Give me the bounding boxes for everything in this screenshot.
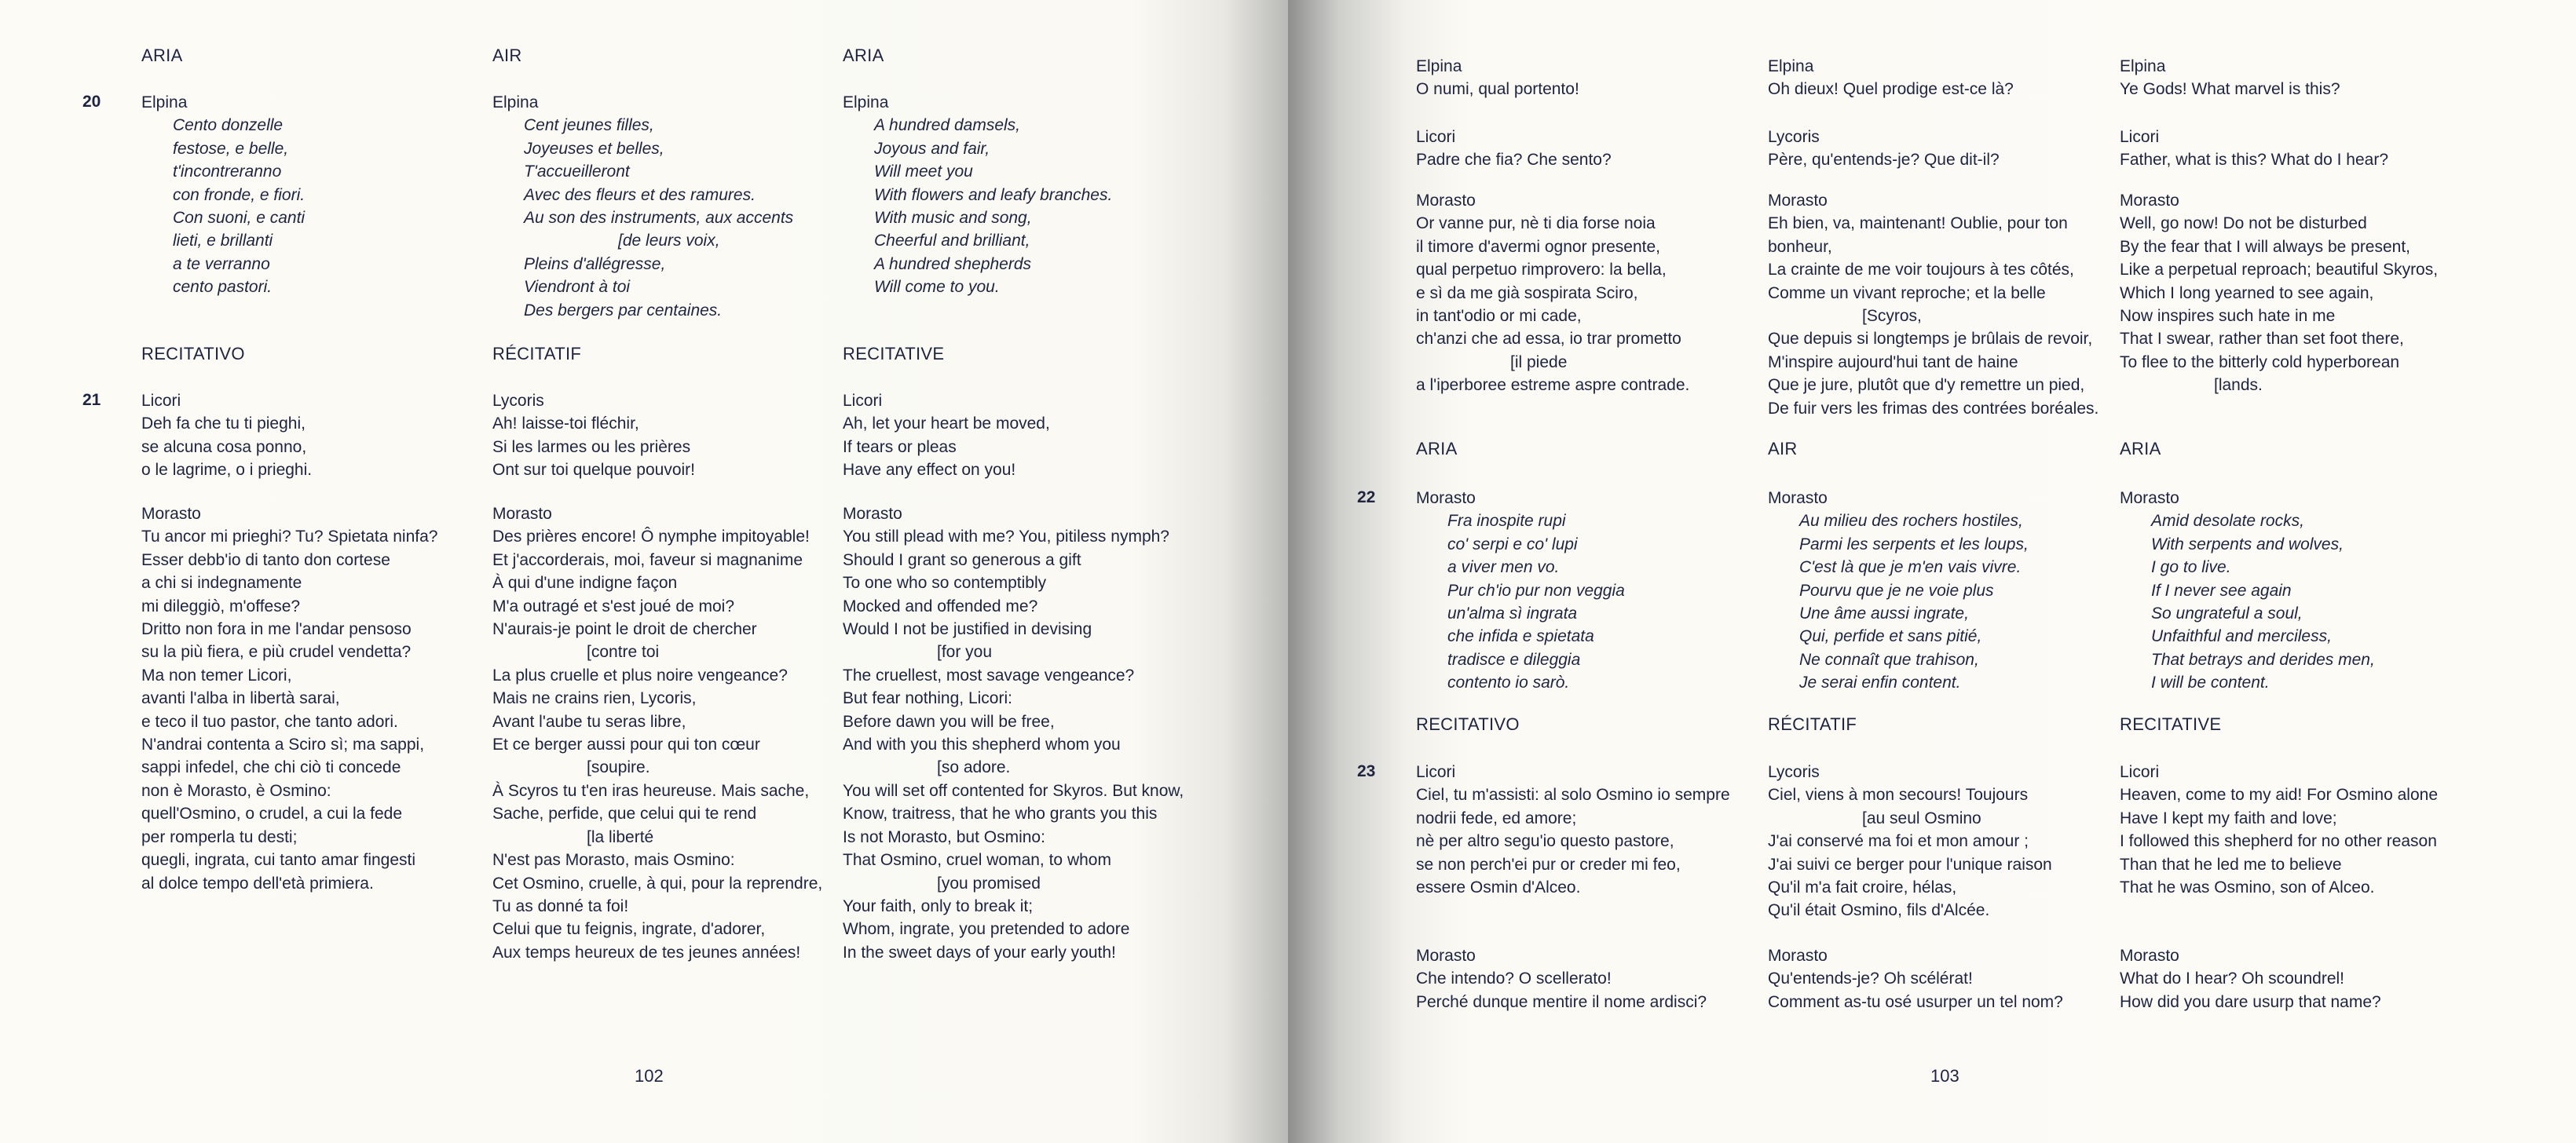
block-en (843, 502, 1184, 964)
text-line: [so adore. (937, 758, 1011, 777)
section-header-fr: RÉCITATIF (1768, 714, 1857, 734)
text-line: You will set off contented for Skyros. But know, (843, 781, 1184, 800)
verse-en (2120, 509, 2375, 694)
number-23: 23 (1357, 762, 1376, 780)
text-line: Will meet you (874, 163, 973, 181)
text-line: That Osmino, cruel woman, to whom (843, 851, 1111, 870)
text-line: Cheerful and brilliant, (874, 232, 1030, 250)
text-line: Cent jeunes filles, (524, 116, 654, 135)
text-line: O numi, qual portento! (1416, 80, 1579, 99)
section-header-fr: RÉCITATIF (492, 344, 582, 363)
text-line: N'aurais-je point le droit de chercher (492, 620, 757, 639)
text-line: Mocked and offended me? (843, 597, 1038, 615)
text-line: How did you dare usurp that name? (2120, 992, 2381, 1011)
text-line: al dolce tempo dell'età primiera. (141, 874, 374, 893)
text-line: Whom, ingrate, you pretended to adore (843, 920, 1130, 939)
text-line: M'inspire aujourd'hui tant de haine (1768, 352, 2018, 371)
text-fr (1768, 148, 2000, 171)
character-name: Elpina (2120, 57, 2166, 75)
character-name: Lycoris (1768, 128, 1820, 146)
character-name: Morasto (1768, 192, 1828, 210)
character-name: Licori (1416, 128, 1456, 146)
character-name: Elpina (1768, 57, 1814, 75)
text-line: il timore d'avermi ognor presente, (1416, 237, 1660, 256)
character-name: Morasto (492, 505, 552, 523)
text-line: Ne connaît que trahison, (1799, 650, 1979, 669)
text-line: By the fear that I will always be present, (2120, 237, 2411, 256)
text-line: Joyeuses et belles, (524, 139, 664, 158)
text-line: Pur ch'io pur non veggia (1447, 581, 1625, 600)
text-line: o le lagrime, o i prieghi. (141, 461, 313, 480)
text-it (1416, 783, 1730, 899)
text-line: Cet Osmino, cruelle, à qui, pour la reprendre, (492, 874, 823, 893)
text-line: [de leurs voix, (618, 232, 720, 250)
text-line: A hundred damsels, (874, 116, 1020, 135)
text-line: Je serai enfin content. (1799, 674, 1961, 692)
text-line: cento pastori. (173, 278, 273, 297)
block-it (1416, 944, 1707, 1013)
verse-it (1416, 509, 1625, 694)
text-line: Ciel, viens à mon secours! Toujours (1768, 786, 2029, 805)
text-line: Or vanne pur, nè ti dia forse noia (1416, 214, 1656, 233)
text-line: Unfaithful and merciless, (2151, 627, 2332, 646)
text-line: With music and song, (874, 209, 1032, 228)
text-line: Con suoni, e canti (173, 209, 306, 228)
text-line: quell'Osmino, o crudel, a cui la fede (141, 805, 403, 823)
block-fr (1768, 189, 2098, 420)
text-line: [Scyros, (1862, 307, 1922, 326)
text-line: What do I hear? Oh scoundrel! (2120, 970, 2344, 988)
text-line: Have I kept my faith and love; (2120, 809, 2337, 827)
text-en (2120, 148, 2388, 171)
text-line: With flowers and leafy branches. (874, 185, 1113, 204)
text-line: Than that he led me to believe (2120, 855, 2342, 874)
text-line: a chi si indegnamente (141, 574, 302, 593)
text-fr (1768, 783, 2052, 922)
text-line: a te verranno (173, 254, 270, 273)
block-fr (1768, 126, 2000, 172)
block-fr (1768, 761, 2052, 922)
block-it (1416, 126, 1612, 172)
text-line: Pleins d'allégresse, (524, 254, 666, 273)
character-name: Morasto (2120, 947, 2179, 965)
text-fr (492, 412, 695, 481)
text-line: Ah! laisse-toi fléchir, (492, 414, 639, 433)
text-line: And with you this shepherd whom you (843, 736, 1121, 754)
character-name: Licori (1416, 763, 1456, 781)
text-line: essere Osmin d'Alceo. (1416, 878, 1581, 897)
character-name: Morasto (2120, 489, 2179, 507)
text-line: Ye Gods! What marvel is this? (2120, 80, 2340, 99)
text-line: But fear nothing, Licori: (843, 689, 1012, 708)
text-line: I go to live. (2151, 558, 2231, 577)
text-line: Sache, perfide, que celui qui te rend (492, 805, 757, 823)
block-fr (1768, 944, 2063, 1013)
block-it (1416, 189, 1689, 397)
text-line: contento io sarò. (1447, 674, 1570, 692)
text-line: Celui que tu feignis, ingrate, d'adorer, (492, 920, 766, 939)
text-line: su la più fiera, e più crudel vendetta? (141, 643, 412, 662)
text-line: Parmi les serpents et les loups, (1799, 535, 2029, 553)
text-line: quegli, ingrata, cui tanto amar fingesti (141, 851, 416, 870)
text-line: a l'iperboree estreme aspre contrade. (1416, 376, 1690, 395)
text-line: La plus cruelle et plus noire vengeance? (492, 666, 788, 685)
text-line: Ma non temer Licori, (141, 666, 292, 685)
text-line: Comme un vivant reproche; et la belle (1768, 283, 2046, 302)
text-line: [au seul Osmino (1862, 809, 1981, 827)
text-line: J'ai conservé ma foi et mon amour ; (1768, 832, 2029, 851)
text-line: Cento donzelle (173, 116, 284, 135)
verse-en (843, 114, 1112, 298)
text-line: e teco il tuo pastor, che tanto adori. (141, 712, 398, 731)
character-name: Elpina (843, 93, 889, 111)
text-line: That I swear, rather than set foot there, (2120, 330, 2404, 349)
section-header-en: RECITATIVE (843, 344, 945, 363)
character-name: Lycoris (1768, 763, 1820, 781)
text-line: sappi infedel, che chi ciò ti concede (141, 758, 401, 777)
block-en (2120, 944, 2381, 1013)
text-line: co' serpi e co' lupi (1447, 535, 1578, 553)
character-name: Morasto (1416, 192, 1476, 210)
text-line: [la liberté (587, 827, 654, 846)
text-line: Have any effect on you! (843, 461, 1016, 480)
text-line: C'est là que je m'en vais vivre. (1799, 558, 2022, 577)
block-fr (492, 389, 695, 482)
block-en (2120, 487, 2375, 695)
text-line: N'est pas Morasto, mais Osmino: (492, 851, 735, 870)
text-line: A hundred shepherds (874, 254, 1032, 273)
text-en (2120, 212, 2438, 396)
text-fr (1768, 967, 2063, 1013)
verse-fr (492, 114, 793, 322)
text-line: Che intendo? O scellerato! (1416, 970, 1612, 988)
text-line: Which I long yearned to see again, (2120, 283, 2374, 302)
text-line: Que je jure, plutôt que d'y remettre un pied, (1768, 376, 2085, 395)
text-line: Padre che fia? Che sento? (1416, 151, 1612, 170)
block-it (1416, 55, 1579, 101)
text-fr (492, 525, 822, 964)
text-line: Qu'il m'a fait croire, hélas, (1768, 878, 1957, 897)
text-line: Father, what is this? What do I hear? (2120, 151, 2389, 170)
text-line: Joyous and fair, (874, 139, 990, 158)
text-line: se alcuna cosa ponno, (141, 437, 307, 456)
text-en (2120, 967, 2381, 1013)
text-line: You still plead with me? You, pitiless nymph? (843, 528, 1169, 546)
block-en (843, 91, 1112, 299)
character-name: Elpina (141, 93, 188, 111)
text-line: [soupire. (587, 758, 650, 777)
text-it (1416, 967, 1707, 1013)
text-line: Si les larmes ou les prières (492, 437, 691, 456)
text-line: Des prières encore! Ô nymphe impitoyable! (492, 528, 810, 546)
section-header-en: ARIA (2120, 439, 2161, 458)
text-line: t'incontreranno (173, 163, 282, 181)
text-line: J'ai suivi ce berger pour l'unique raison (1768, 855, 2052, 874)
text-line: Is not Morasto, but Osmino: (843, 827, 1045, 846)
section-header-it: ARIA (141, 46, 183, 65)
text-line: [you promised (937, 874, 1041, 893)
text-line: qual perpetuo rimprovero: la bella, (1416, 261, 1667, 279)
text-line: Ciel, tu m'assisti: al solo Osmino io sempre (1416, 786, 1730, 805)
text-line: Fra inospite rupi (1447, 512, 1566, 531)
text-line: [lands. (2214, 376, 2263, 395)
text-line: Esser debb'io di tanto don cortese (141, 550, 390, 569)
block-it (141, 502, 437, 895)
text-en (843, 525, 1184, 964)
text-line: ch'anzi che ad essa, io trar prometto (1416, 330, 1681, 349)
block-en (2120, 761, 2438, 899)
text-line: Que depuis si longtemps je brûlais de revoir, (1768, 330, 2093, 349)
text-line: Would I not be justified in devising (843, 620, 1092, 639)
text-line: That betrays and derides men, (2151, 650, 2375, 669)
text-line: Tu ancor mi prieghi? Tu? Spietata ninfa? (141, 528, 438, 546)
character-name: Elpina (492, 93, 539, 111)
character-name: Morasto (1416, 947, 1476, 965)
text-line: Heaven, come to my aid! For Osmino alone (2120, 786, 2439, 805)
text-line: The cruellest, most savage vengeance? (843, 666, 1135, 685)
block-en (2120, 55, 2340, 101)
text-line: Au son des instruments, aux accents (524, 209, 794, 228)
text-line: De fuir vers les frimas des contrées boréales. (1768, 399, 2099, 418)
text-line: If I never see again (2151, 581, 2292, 600)
text-line: [contre toi (587, 643, 660, 662)
text-line: Qui, perfide et sans pitié, (1799, 627, 1982, 646)
text-line: un'alma sì ingrata (1447, 604, 1578, 623)
block-fr (492, 502, 822, 964)
block-it (141, 91, 305, 299)
text-line: Now inspires such hate in me (2120, 307, 2336, 326)
text-line: Aux temps heureux de tes jeunes années! (492, 943, 801, 962)
text-line: Amid desolate rocks, (2151, 512, 2304, 531)
text-line: Qu'entends-je? Oh scélérat! (1768, 970, 1973, 988)
text-line: That he was Osmino, son of Alceo. (2120, 878, 2375, 897)
text-line: À qui d'une indigne façon (492, 574, 678, 593)
text-fr (1768, 212, 2098, 420)
text-line: Viendront à toi (524, 278, 631, 297)
text-line: a viver men vo. (1447, 558, 1560, 577)
character-name: Morasto (1416, 489, 1476, 507)
block-fr (492, 91, 793, 322)
page-number: 103 (1930, 1066, 1959, 1086)
text-fr (1768, 78, 2014, 100)
character-name: Lycoris (492, 392, 544, 410)
text-line: Know, traitress, that he who grants you this (843, 805, 1158, 823)
character-name: Licori (2120, 763, 2160, 781)
text-line: Your faith, only to break it; (843, 897, 1034, 915)
text-line: T'accueilleront (524, 163, 630, 181)
text-en (2120, 78, 2340, 100)
block-it (141, 389, 312, 482)
text-it (1416, 212, 1689, 396)
number-22: 22 (1357, 488, 1376, 506)
page-number: 102 (635, 1066, 664, 1086)
text-line: La crainte de me voir toujours à tes côtés, (1768, 261, 2074, 279)
text-line: Deh fa che tu ti pieghi, (141, 414, 306, 433)
text-line: Dritto non fora in me l'andar pensoso (141, 620, 412, 639)
text-it (141, 412, 312, 481)
text-line: Et j'accorderais, moi, faveur si magnanime (492, 550, 803, 569)
text-line: I will be content. (2151, 674, 2270, 692)
block-en (2120, 126, 2388, 172)
text-line: So ungrateful a soul, (2151, 604, 2303, 623)
character-name: Licori (141, 392, 181, 410)
section-header-en: ARIA (843, 46, 884, 65)
text-line: per romperla tu desti; (141, 827, 298, 846)
text-line: Pourvu que je ne voie plus (1799, 581, 1994, 600)
text-line: I followed this shepherd for no other reason (2120, 832, 2437, 851)
section-header-en: RECITATIVE (2120, 714, 2222, 734)
text-line: tradisce e dileggia (1447, 650, 1581, 669)
text-line: M'a outragé et s'est joué de moi? (492, 597, 735, 615)
text-line: Comment as-tu osé usurper un tel nom? (1768, 992, 2063, 1011)
character-name: Morasto (843, 505, 902, 523)
text-line: Well, go now! Do not be disturbed (2120, 214, 2367, 233)
text-line: lieti, e brillanti (173, 232, 273, 250)
text-line: Eh bien, va, maintenant! Oublie, pour ton (1768, 214, 2068, 233)
number-20: 20 (82, 93, 101, 111)
block-en (843, 389, 1050, 482)
text-line: Et ce berger aussi pour qui ton cœur (492, 736, 760, 754)
text-line: N'andrai contenta a Sciro sì; ma sappi, (141, 736, 425, 754)
section-header-it: RECITATIVO (1416, 714, 1520, 734)
verse-fr (1768, 509, 2029, 694)
block-fr (1768, 487, 2029, 695)
text-line: In the sweet days of your early youth! (843, 943, 1116, 962)
text-line: Avec des fleurs et des ramures. (524, 185, 756, 204)
text-line: Qu'il était Osmino, fils d'Alcée. (1768, 901, 1990, 920)
character-name: Licori (843, 392, 883, 410)
text-line: nodrii fede, ed amore; (1416, 809, 1577, 827)
text-line: non è Morasto, è Osmino: (141, 781, 331, 800)
text-line: mi dileggiò, m'offese? (141, 597, 301, 615)
text-line: nè per altro segu'io questo pastore, (1416, 832, 1674, 851)
text-line: To flee to the bitterly cold hyperborean (2120, 352, 2400, 371)
text-line: Perché dunque mentire il nome ardisci? (1416, 992, 1707, 1011)
text-line: Ah, let your heart be moved, (843, 414, 1050, 433)
verse-it (141, 114, 305, 298)
text-en (2120, 783, 2438, 899)
page-right (1288, 0, 2576, 1143)
block-it (1416, 761, 1730, 899)
text-line: che infida e spietata (1447, 627, 1594, 646)
character-name: Morasto (1768, 489, 1828, 507)
section-header-fr: AIR (492, 46, 522, 65)
text-line: e sì da me già sospirata Sciro, (1416, 283, 1638, 302)
text-it (141, 525, 437, 895)
text-line: Avant l'aube tu seras libre, (492, 712, 686, 731)
text-line: If tears or pleas (843, 437, 957, 456)
text-line: Before dawn you will be free, (843, 712, 1055, 731)
text-it (1416, 78, 1579, 100)
text-line: À Scyros tu t'en iras heureuse. Mais sache, (492, 781, 810, 800)
block-it (1416, 487, 1625, 695)
text-line: festose, e belle, (173, 139, 289, 158)
character-name: Elpina (1416, 57, 1462, 75)
text-line: Will come to you. (874, 278, 1000, 297)
text-line: With serpents and wolves, (2151, 535, 2344, 553)
section-header-it: ARIA (1416, 439, 1458, 458)
text-line: avanti l'alba in libertà sarai, (141, 689, 340, 708)
text-line: To one who so contemptibly (843, 574, 1047, 593)
text-line: Oh dieux! Quel prodige est-ce là? (1768, 80, 2014, 99)
text-line: Like a perpetual reproach; beautiful Skyros, (2120, 261, 2439, 279)
text-it (1416, 148, 1612, 171)
text-line: Au milieu des rochers hostiles, (1799, 512, 2023, 531)
text-line: Tu as donné ta foi! (492, 897, 629, 915)
text-line: bonheur, (1768, 237, 1832, 256)
character-name: Morasto (1768, 947, 1828, 965)
number-21: 21 (82, 391, 101, 409)
section-header-fr: AIR (1768, 439, 1798, 458)
text-line: Ont sur toi quelque pouvoir! (492, 461, 695, 480)
text-line: con fronde, e fiori. (173, 185, 306, 204)
block-fr (1768, 55, 2014, 101)
text-line: Mais ne crains rien, Lycoris, (492, 689, 697, 708)
character-name: Morasto (141, 505, 201, 523)
character-name: Licori (2120, 128, 2160, 146)
section-header-it: RECITATIVO (141, 344, 245, 363)
text-line: Des bergers par centaines. (524, 301, 723, 320)
text-line: in tant'odio or mi cade, (1416, 307, 1582, 326)
text-line: [il piede (1510, 352, 1568, 371)
text-line: [for you (937, 643, 993, 662)
block-en (2120, 189, 2438, 397)
character-name: Morasto (2120, 192, 2179, 210)
text-line: Une âme aussi ingrate, (1799, 604, 1969, 623)
text-en (843, 412, 1050, 481)
text-line: se non perch'ei pur or creder mi feo, (1416, 855, 1681, 874)
text-line: Should I grant so generous a gift (843, 550, 1081, 569)
text-line: Père, qu'entends-je? Que dit-il? (1768, 151, 2000, 170)
